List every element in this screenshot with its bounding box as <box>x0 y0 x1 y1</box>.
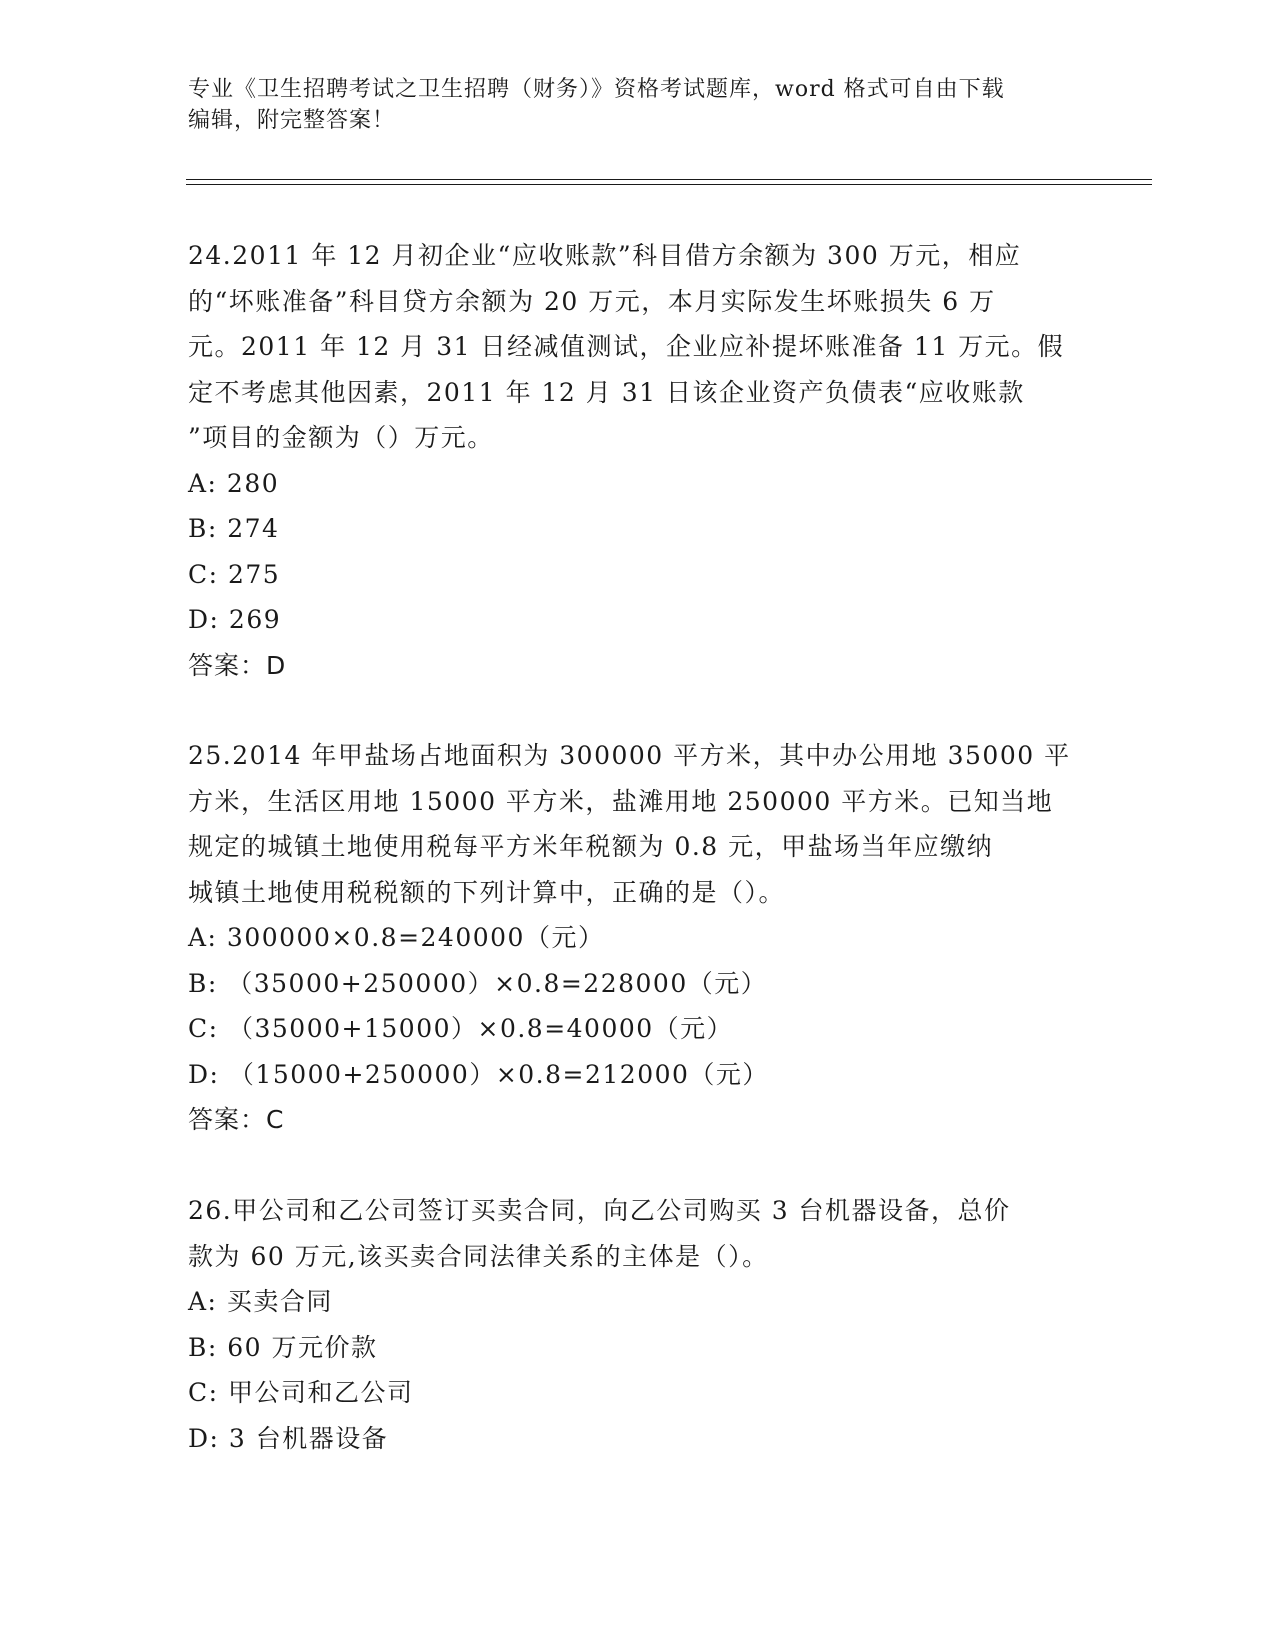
header-divider-top <box>186 179 1152 180</box>
option-b: B: （35000+250000）×0.8=228000（元） <box>188 968 768 998</box>
header-line-1: 专业《卫生招聘考试之卫生招聘（财务）》资格考试题库，word 格式可自由下载 <box>188 77 1005 102</box>
stem-line: 款为 60 万元,该买卖合同法律关系的主体是（）。 <box>188 1241 769 1271</box>
option-c: C: （35000+15000）×0.8=40000（元） <box>188 1014 734 1043</box>
question-stem <box>188 233 1088 461</box>
option-d: D: （15000+250000）×0.8=212000（元） <box>188 1059 769 1089</box>
stem-line: 25.2014 年甲盐场占地面积为 300000 平方米，其中办公用地 35000 平 <box>188 741 1071 770</box>
option-c: C: 甲公司和乙公司 <box>188 1378 414 1407</box>
stem-line: ”项目的金额为（）万元。 <box>188 423 494 452</box>
option-b: B: 274 <box>188 514 280 543</box>
stem-line: 的“坏账准备”科目贷方余额为 20 万元，本月实际发生坏账损失 6 万 <box>188 286 996 316</box>
stem-line: 方米，生活区用地 15000 平方米，盐滩用地 250000 平方米。已知当地 <box>188 786 1054 816</box>
page-header <box>188 74 1068 136</box>
stem-line: 元。2011 年 12 月 31 日经减值测试，企业应补提坏账准备 11 万元。假 <box>188 332 1065 361</box>
answer: 答案：C <box>188 1105 285 1134</box>
option-a: A: 买卖合同 <box>188 1287 333 1316</box>
stem-line: 26.甲公司和乙公司签订买卖合同，向乙公司购买 3 台机器设备，总价 <box>188 1196 1011 1225</box>
question-24 <box>188 233 1088 688</box>
stem-line: 城镇土地使用税税额的下列计算中，正确的是（）。 <box>188 877 786 907</box>
question-25 <box>188 733 1088 1143</box>
option-d: D: 269 <box>188 605 282 634</box>
stem-line: 定不考虑其他因素，2011 年 12 月 31 日该企业资产负债表“应收账款 <box>188 377 1025 407</box>
stem-line: 规定的城镇土地使用税每平方米年税额为 0.8 元，甲盐场当年应缴纳 <box>188 832 994 861</box>
stem-line: 24.2011 年 12 月初企业“应收账款”科目借方余额为 300 万元，相应 <box>188 241 1022 270</box>
header-divider-bottom <box>186 184 1152 185</box>
option-a: A: 300000×0.8=240000（元） <box>188 923 605 952</box>
option-b: B: 60 万元价款 <box>188 1332 378 1362</box>
option-d: D: 3 台机器设备 <box>188 1423 389 1453</box>
answer: 答案：D <box>188 650 287 680</box>
option-c: C: 275 <box>188 559 281 589</box>
question-stem <box>188 1188 1088 1279</box>
question-26 <box>188 1188 1088 1461</box>
option-a: A: 280 <box>188 468 280 498</box>
question-stem <box>188 733 1088 915</box>
header-line-2: 编辑，附完整答案！ <box>188 108 396 133</box>
